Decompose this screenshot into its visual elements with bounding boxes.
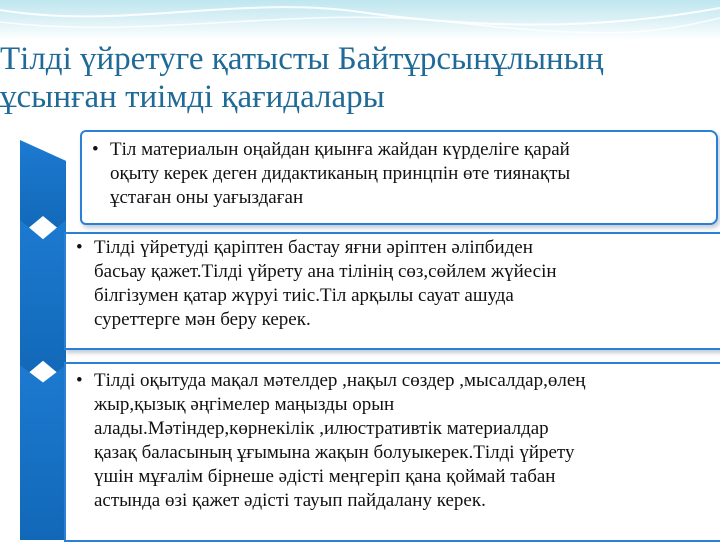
bullet: • (76, 370, 83, 391)
content-box-2 (64, 232, 720, 350)
item-text: Тілді оқытуда мақал мәтелдер ,нақыл сөздер ,мысалдар,өлең жыр,қызық әңгімелер маңызды орын алады.Мәтіндер,көрнекілік ,илюстративтік материалдар қазақ баласының ұғымына жақын болуыкерек.Тілді үйрету үшін мұғалім бірнеше әдісті меңгеріп қана қоймай табан астында өзі қажет әдісті тауып пайдалану керек. (94, 370, 586, 511)
slide-title: Тілді үйретуге қатысты Байтұрсынұлының ұсынған тиімді қағидалары (0, 41, 604, 115)
bullet: • (76, 237, 83, 258)
chevron-arrow-3 (20, 365, 66, 540)
list-item (92, 138, 716, 210)
bullet: • (92, 139, 99, 160)
header-decoration (0, 0, 720, 40)
item-text: Тіл материалын оңайдан қиынға жайдан күрделіге қарай оқыту керек деген дидактиканың принцпін өте тиянақты ұстаған оны уағыздаған (110, 139, 571, 208)
item-text: Тілді үйретуді қаріптен бастау яғни әріптен әліпбиден басьау қажет.Тілді үйрету ана тілінің сөз,сөйлем жүйесін білгізумен қатар жүруі тиіс.Тіл арқылы сауат ашуда суреттерге мән беру керек. (94, 237, 557, 330)
content-box-3 (64, 362, 720, 542)
list-item (76, 369, 720, 513)
wave-decoration-icon (0, 0, 720, 40)
chevron-arrow-2 (20, 220, 66, 380)
chevron-arrow-1 (20, 140, 66, 235)
content-box-1 (80, 130, 718, 225)
list-item (76, 236, 720, 332)
